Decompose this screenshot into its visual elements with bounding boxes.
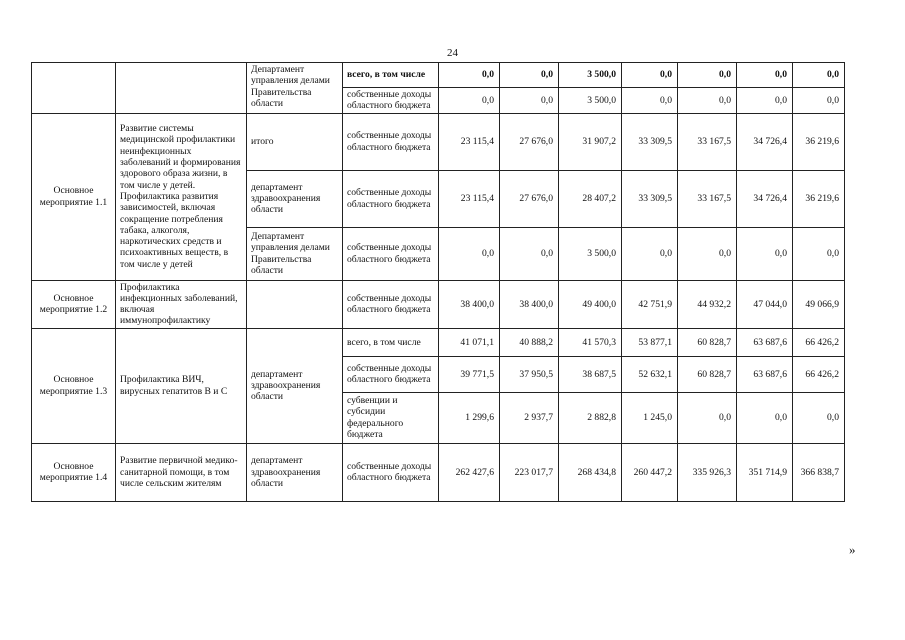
value-cell: 0,0 — [793, 88, 845, 114]
value-cell: 34 726,4 — [737, 113, 793, 170]
table-row — [32, 443, 845, 501]
value-cell: 0,0 — [737, 88, 793, 114]
value-cell: 0,0 — [500, 227, 559, 280]
value-cell: 36 219,6 — [793, 170, 845, 227]
value-cell: 0,0 — [678, 227, 737, 280]
value-cell: 37 950,5 — [500, 356, 559, 392]
value-cell: 33 309,5 — [622, 170, 678, 227]
value-cell: 0,0 — [678, 63, 737, 88]
value-cell: 38 687,5 — [559, 356, 622, 392]
funding-source-cell: собственные доходы областного бюджета — [343, 170, 439, 227]
measure-cell: Основное мероприятие 1.3 — [32, 328, 116, 443]
funding-source-cell: собственные доходы областного бюджета — [343, 280, 439, 328]
value-cell: 0,0 — [439, 63, 500, 88]
value-cell: 0,0 — [439, 227, 500, 280]
value-cell: 39 771,5 — [439, 356, 500, 392]
funding-source-cell: всего, в том числе — [343, 328, 439, 356]
value-cell: 52 632,1 — [622, 356, 678, 392]
value-cell: 33 167,5 — [678, 113, 737, 170]
executor-cell — [247, 280, 343, 328]
value-cell: 23 115,4 — [439, 113, 500, 170]
value-cell: 31 907,2 — [559, 113, 622, 170]
table-row — [32, 63, 845, 88]
description-cell: Развитие системы медицинской профилактики неинфекционных заболеваний и формирования здорового образа жизни, в том числе у детей. Профилактика развития зависимостей, включая сокращение потребления табака, алкоголя, наркотических средств и психоактивных веществ, в том числе у детей — [116, 113, 247, 280]
measure-cell: Основное мероприятие 1.1 — [32, 113, 116, 280]
funding-source-cell: собственные доходы областного бюджета — [343, 356, 439, 392]
value-cell: 0,0 — [737, 227, 793, 280]
description-cell: Профилактика ВИЧ, вирусных гепатитов В и С — [116, 328, 247, 443]
value-cell: 0,0 — [793, 227, 845, 280]
value-cell: 3 500,0 — [559, 63, 622, 88]
value-cell: 2 882,8 — [559, 392, 622, 443]
table-row — [32, 113, 845, 170]
value-cell: 38 400,0 — [500, 280, 559, 328]
measure-cell: Основное мероприятие 1.2 — [32, 280, 116, 328]
value-cell: 260 447,2 — [622, 443, 678, 501]
value-cell: 33 167,5 — [678, 170, 737, 227]
value-cell: 27 676,0 — [500, 113, 559, 170]
value-cell: 0,0 — [793, 63, 845, 88]
value-cell: 0,0 — [678, 392, 737, 443]
executor-cell: Департамент управления делами Правительства области — [247, 227, 343, 280]
value-cell: 0,0 — [500, 63, 559, 88]
value-cell: 335 926,3 — [678, 443, 737, 501]
funding-source-cell: собственные доходы областного бюджета — [343, 227, 439, 280]
funding-source-cell: всего, в том числе — [343, 63, 439, 88]
measure-cell — [32, 63, 116, 114]
value-cell: 223 017,7 — [500, 443, 559, 501]
value-cell: 0,0 — [793, 392, 845, 443]
value-cell: 49 066,9 — [793, 280, 845, 328]
value-cell: 40 888,2 — [500, 328, 559, 356]
measure-cell: Основное мероприятие 1.4 — [32, 443, 116, 501]
value-cell: 0,0 — [622, 88, 678, 114]
value-cell: 1 299,6 — [439, 392, 500, 443]
value-cell: 49 400,0 — [559, 280, 622, 328]
value-cell: 53 877,1 — [622, 328, 678, 356]
description-cell: Профилактика инфекционных заболеваний, включая иммунопрофилактику — [116, 280, 247, 328]
value-cell: 3 500,0 — [559, 227, 622, 280]
value-cell: 0,0 — [500, 88, 559, 114]
value-cell: 66 426,2 — [793, 328, 845, 356]
continuation-mark: » — [849, 542, 856, 557]
value-cell: 41 570,3 — [559, 328, 622, 356]
value-cell: 66 426,2 — [793, 356, 845, 392]
value-cell: 1 245,0 — [622, 392, 678, 443]
table-row — [32, 328, 845, 356]
executor-cell: департамент здравоохранения области — [247, 328, 343, 443]
value-cell: 2 937,7 — [500, 392, 559, 443]
value-cell: 0,0 — [622, 227, 678, 280]
funding-source-cell: собственные доходы областного бюджета — [343, 88, 439, 114]
value-cell: 262 427,6 — [439, 443, 500, 501]
value-cell: 0,0 — [737, 392, 793, 443]
value-cell: 42 751,9 — [622, 280, 678, 328]
value-cell: 0,0 — [737, 63, 793, 88]
funding-source-cell: собственные доходы областного бюджета — [343, 113, 439, 170]
value-cell: 60 828,7 — [678, 356, 737, 392]
description-cell: Развитие первичной медико-санитарной помощи, в том числе сельским жителям — [116, 443, 247, 501]
value-cell: 27 676,0 — [500, 170, 559, 227]
value-cell: 34 726,4 — [737, 170, 793, 227]
value-cell: 23 115,4 — [439, 170, 500, 227]
table-row — [32, 280, 845, 328]
value-cell: 47 044,0 — [737, 280, 793, 328]
value-cell: 41 071,1 — [439, 328, 500, 356]
value-cell: 33 309,5 — [622, 113, 678, 170]
value-cell: 63 687,6 — [737, 356, 793, 392]
value-cell: 60 828,7 — [678, 328, 737, 356]
value-cell: 44 932,2 — [678, 280, 737, 328]
value-cell: 28 407,2 — [559, 170, 622, 227]
executor-cell: департамент здравоохранения области — [247, 170, 343, 227]
value-cell: 0,0 — [439, 88, 500, 114]
value-cell: 268 434,8 — [559, 443, 622, 501]
value-cell: 38 400,0 — [439, 280, 500, 328]
value-cell: 0,0 — [678, 88, 737, 114]
value-cell: 3 500,0 — [559, 88, 622, 114]
executor-cell: департамент здравоохранения области — [247, 443, 343, 501]
value-cell: 63 687,6 — [737, 328, 793, 356]
executor-cell: Департамент управления делами Правительства области — [247, 63, 343, 114]
description-cell — [116, 63, 247, 114]
value-cell: 0,0 — [622, 63, 678, 88]
page-number: 24 — [447, 47, 458, 59]
value-cell: 366 838,7 — [793, 443, 845, 501]
executor-cell: итого — [247, 113, 343, 170]
value-cell: 36 219,6 — [793, 113, 845, 170]
funding-source-cell: субвенции и субсидии федерального бюджета — [343, 392, 439, 443]
budget-table — [31, 62, 845, 502]
funding-source-cell: собственные доходы областного бюджета — [343, 443, 439, 501]
value-cell: 351 714,9 — [737, 443, 793, 501]
